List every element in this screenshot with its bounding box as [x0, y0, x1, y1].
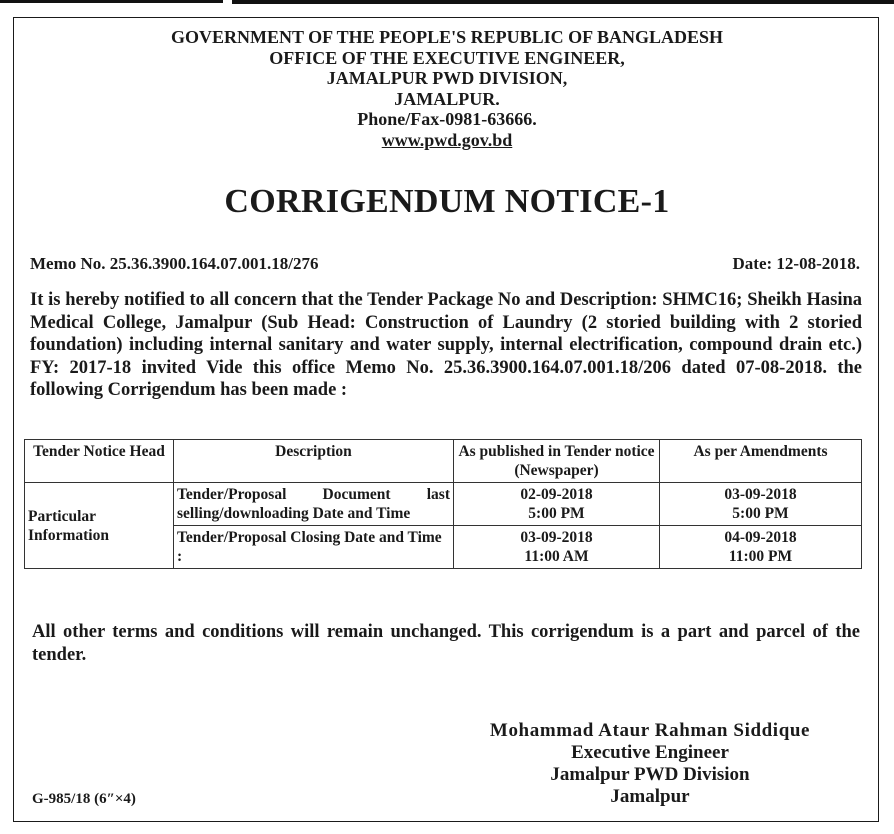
closing-statement: All other terms and conditions will remain unchanged. This corrigendum is a part and parcel of the tender. [32, 622, 860, 665]
top-rule-right [232, 0, 894, 4]
published-cell [454, 526, 660, 569]
published-time: 5:00 PM [528, 505, 585, 522]
header-phone: Phone/Fax-0981-63666. [357, 109, 537, 129]
amended-cell [660, 483, 862, 526]
table-header-row [25, 440, 862, 483]
published-date: 02-09-2018 [520, 486, 593, 503]
header-office: OFFICE OF THE EXECUTIVE ENGINEER, [269, 47, 625, 68]
col-header-amendments: As per Amendments [660, 440, 862, 483]
signatory-designation: Executive Engineer [571, 742, 729, 763]
amendment-table [24, 439, 862, 569]
amended-date: 04-09-2018 [724, 529, 797, 546]
amended-cell [660, 526, 862, 569]
signatory-name: Mohammad Ataur Rahman Siddique [489, 720, 811, 741]
col-header-notice-head: Tender Notice Head [25, 440, 174, 483]
published-cell [454, 483, 660, 526]
published-time: 11:00 AM [524, 548, 589, 565]
header-division: JAMALPUR PWD DIVISION, [326, 68, 568, 88]
notice-body: It is hereby notified to all concern that the Tender Package No and Description: SHMC16; Sheikh Hasina Medical College, Jamalpur (Sub Head: Construction of Laundry (2 storied building with 2 storied foundation) including internal sanitary and water supply, internal electrification, compound drain etc.) FY: 2017-18 invited Vide this office Memo No. 25.36.3900.164.07.001.18/206 dated 07-08-2018. the following Corrigendum has been made : [30, 290, 862, 400]
header-government: GOVERNMENT OF THE PEOPLE'S REPUBLIC OF BANGLADESH [170, 27, 724, 47]
table-row [25, 483, 862, 526]
notice-date: Date: 12-08-2018. [732, 254, 860, 273]
header-city: JAMALPUR. [394, 88, 500, 109]
particular-information-cell: Particular Information [25, 483, 174, 569]
signatory-place: Jamalpur [610, 786, 690, 807]
signature-block [440, 720, 860, 808]
col-header-description: Description [174, 440, 454, 483]
amended-date: 03-09-2018 [724, 486, 797, 503]
notice-title: CORRIGENDUM NOTICE-1 [224, 183, 670, 220]
top-rule-left [0, 0, 223, 3]
row-description: Tender/Proposal Document last selling/downloading Date and Time [174, 483, 454, 526]
signatory-division: Jamalpur PWD Division [550, 764, 750, 785]
amended-time: 11:00 PM [728, 548, 793, 565]
published-date: 03-09-2018 [520, 529, 593, 546]
header-website-link[interactable]: www.pwd.gov.bd [381, 129, 513, 150]
amended-time: 5:00 PM [732, 505, 789, 522]
memo-number: Memo No. 25.36.3900.164.07.001.18/276 [30, 254, 319, 273]
col-header-published: As published in Tender notice (Newspaper) [454, 440, 660, 483]
row-description: Tender/Proposal Closing Date and Time : [174, 526, 454, 569]
office-header [0, 27, 894, 150]
advert-code: G-985/18 (6″×4) [32, 791, 136, 807]
